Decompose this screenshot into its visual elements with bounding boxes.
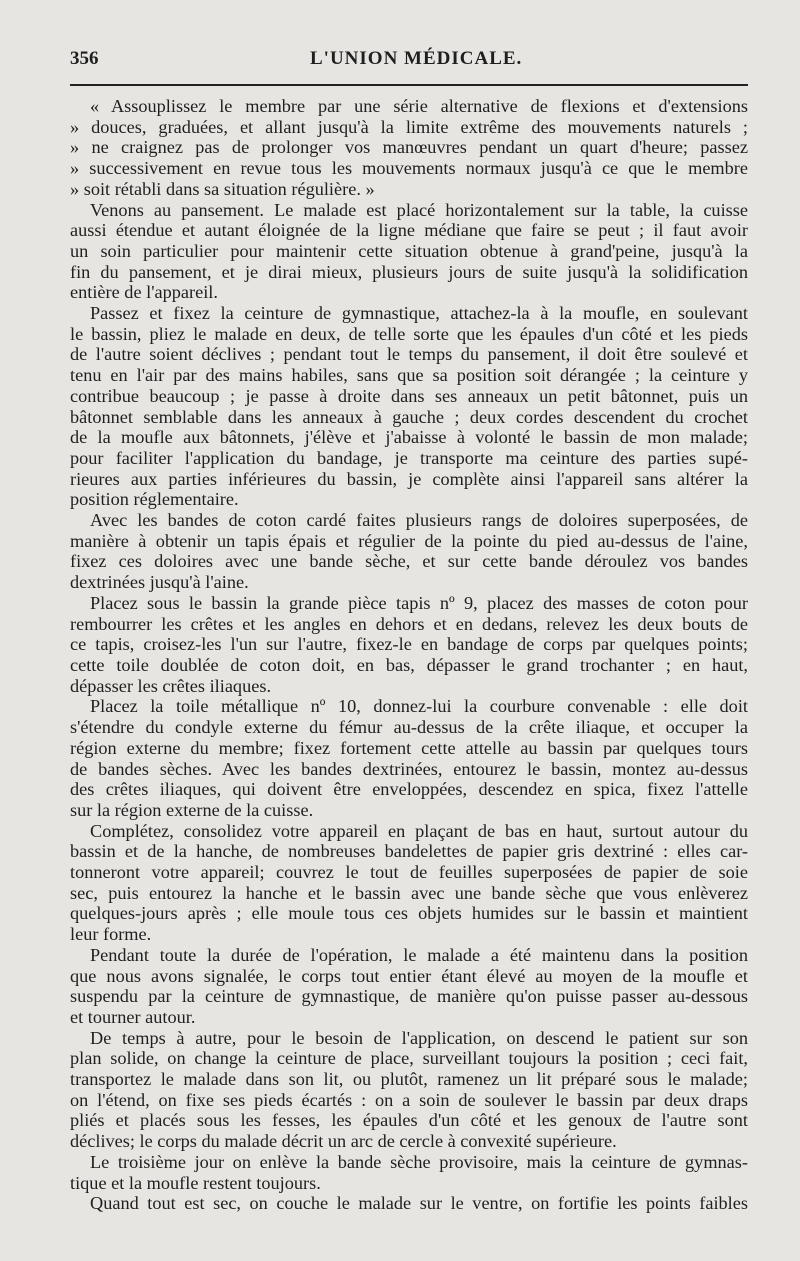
text-line: rieures aux parties inférieures du bassin, je complète ainsi l'appareil sans altérer la (70, 468, 748, 489)
header-rule (70, 84, 748, 86)
text-line: on l'étend, on fixe ses pieds écartés : on a soin de soulever le bassin par deux draps (70, 1089, 748, 1110)
text-line: un soin particulier pour maintenir cette situation obtenue à grand'peine, jusqu'à la (70, 240, 748, 261)
text-line: bâtonnet semblable dans les anneaux à gauche ; deux cordes descendent du crochet (70, 406, 748, 427)
text-line: des crêtes iliaques, qui doivent être enveloppées, descendez en spica, fixez l'attelle (70, 779, 748, 800)
text-line: s'étendre du condyle externe du fémur au-dessus de la crête iliaque, et occuper la (70, 717, 748, 738)
text-line: bassin et de la hanche, de nombreuses bandelettes de papier gris dextriné : elles car- (70, 841, 748, 862)
text-line: pour faciliter l'application du bandage, je transporte ma ceinture des parties supé- (70, 447, 748, 468)
text-line: dextrinées jusqu'à l'aine. (70, 572, 249, 593)
text-line: le bassin, pliez le malade en deux, de telle sorte que les épaules d'un côté et les pieds (70, 323, 748, 344)
text-line: « Assouplissez le membre par une série alternative de flexions et d'extensions (90, 96, 748, 116)
text-line: et tourner autour. (70, 1006, 196, 1027)
text-line: sec, puis entourez la hanche et le bassin avec une bande sèche que vous enlèverez (70, 882, 748, 903)
text-line: » soit rétabli dans sa situation régulière. » (70, 178, 375, 199)
text-line: suspendu par la ceinture de gymnastique, de manière qu'on puisse passer au-dessous (70, 986, 748, 1007)
text-line: dépasser les crêtes iliaques. (70, 675, 272, 696)
text-line: aussi étendue et autant éloignée de la ligne médiane que faire se peut ; il faut avoir (70, 220, 748, 241)
text-line: quelques-jours après ; elle moule tous ces objets humides sur le bassin et maintient (70, 903, 748, 924)
text-line: plan solide, on change la ceinture de place, surveillant toujours la position ; ceci fait, (70, 1048, 748, 1069)
text-line: Complétez, consolidez votre appareil en plaçant de bas en haut, surtout autour du (90, 820, 748, 841)
text-line: tique et la moufle restent toujours. (70, 1172, 321, 1193)
running-title: L'UNION MÉDICALE. (310, 48, 523, 69)
text-line: tenu en l'air par des mains habiles, sans que sa position soit dérangée ; la ceinture y (70, 365, 748, 386)
text-line: sur la région externe de la cuisse. (70, 799, 314, 820)
text-line: Le troisième jour on enlève la bande sèche provisoire, mais la ceinture de gymnas- (90, 1151, 748, 1172)
text-line: fixez ces doloires avec une bande sèche, et sur cette bande déroulez vos bandes (70, 551, 748, 572)
text-line: de la moufle aux bâtonnets, j'élève et j'abaisse à volonté le bassin de mon malade; (70, 427, 748, 448)
text-line: leur forme. (70, 924, 152, 945)
text-line: région externe du membre; fixez fortement cette attelle au bassin par quelques tours (70, 737, 748, 758)
text-line: Quand tout est sec, on couche le malade sur le ventre, on fortifie les points faibles (90, 1193, 748, 1214)
text-line: position réglementaire. (70, 489, 239, 510)
text-line: entière de l'appareil. (70, 282, 218, 303)
text-line: tonneront votre appareil; couvrez le tout de feuilles superposées de papier de soie (70, 862, 748, 883)
text-line: pliés et placés sous les fesses, les épaules d'un côté et les genoux de l'autre sont (70, 1110, 748, 1131)
text-line: » successivement en revue tous les mouvements normaux jusqu'à ce que le membre (70, 158, 748, 179)
text-line: de l'autre soient déclives ; pendant tout le temps du pansement, il doit être soulevé et (70, 344, 748, 365)
text-line: Pendant toute la durée de l'opération, le malade a été maintenu dans la position (90, 944, 748, 965)
text-line: contribue beaucoup ; je passe à droite dans ses anneaux un petit bâtonnet, puis un (70, 385, 748, 406)
text-line: manière à obtenir un tapis épais et régulier de la pointe du pied au-dessus de l'aine, (70, 530, 748, 551)
text-line: cette toile doublée de coton doit, en bas, dépasser le grand trochanter ; en haut, (70, 654, 748, 675)
page-header (70, 48, 748, 82)
text-line: De temps à autre, pour le besoin de l'application, on descend le patient sur son (90, 1027, 748, 1048)
body-text (70, 96, 748, 1214)
text-line: Avec les bandes de coton cardé faites plusieurs rangs de doloires superposées, de (90, 510, 748, 531)
text-line: » douces, graduées, et allant jusqu'à la limite extrême des mouvements naturels ; (70, 116, 748, 137)
text-line: Venons au pansement. Le malade est placé horizontalement sur la table, la cuisse (90, 199, 748, 220)
page-number: 356 (70, 48, 99, 69)
text-line: ce tapis, croisez-les l'un sur l'autre, fixez-le en bandage de corps par quelques points; (70, 634, 748, 655)
text-line: rembourrer les crêtes et les angles en dehors et en dedans, relevez les deux bouts de (70, 613, 748, 634)
text-line: déclives; le corps du malade décrit un arc de cercle à convexité supérieure. (70, 1131, 617, 1152)
text-line: Placez sous le bassin la grande pièce tapis nº 9, placez des masses de coton pour (90, 592, 748, 613)
text-line: Passez et fixez la ceinture de gymnastique, attachez-la à la moufle, en soulevant (90, 303, 748, 324)
text-line: de bandes sèches. Avec les bandes dextrinées, entourez le bassin, montez au-dessus (70, 758, 748, 779)
text-line: » ne craignez pas de prolonger vos manœuvres pendant un quart d'heure; passez (70, 137, 748, 158)
text-line: transportez le malade dans son lit, ou plutôt, ramenez un lit préparé sous le malade; (70, 1069, 748, 1090)
text-line: fin du pansement, et je dirai mieux, plusieurs jours de suite jusqu'à la solidification (70, 261, 748, 282)
text-line: que nous avons signalée, le corps tout entier étant élevé au moyen de la moufle et (70, 965, 748, 986)
text-line: Placez la toile métallique nº 10, donnez-lui la courbure convenable : elle doit (90, 696, 748, 717)
